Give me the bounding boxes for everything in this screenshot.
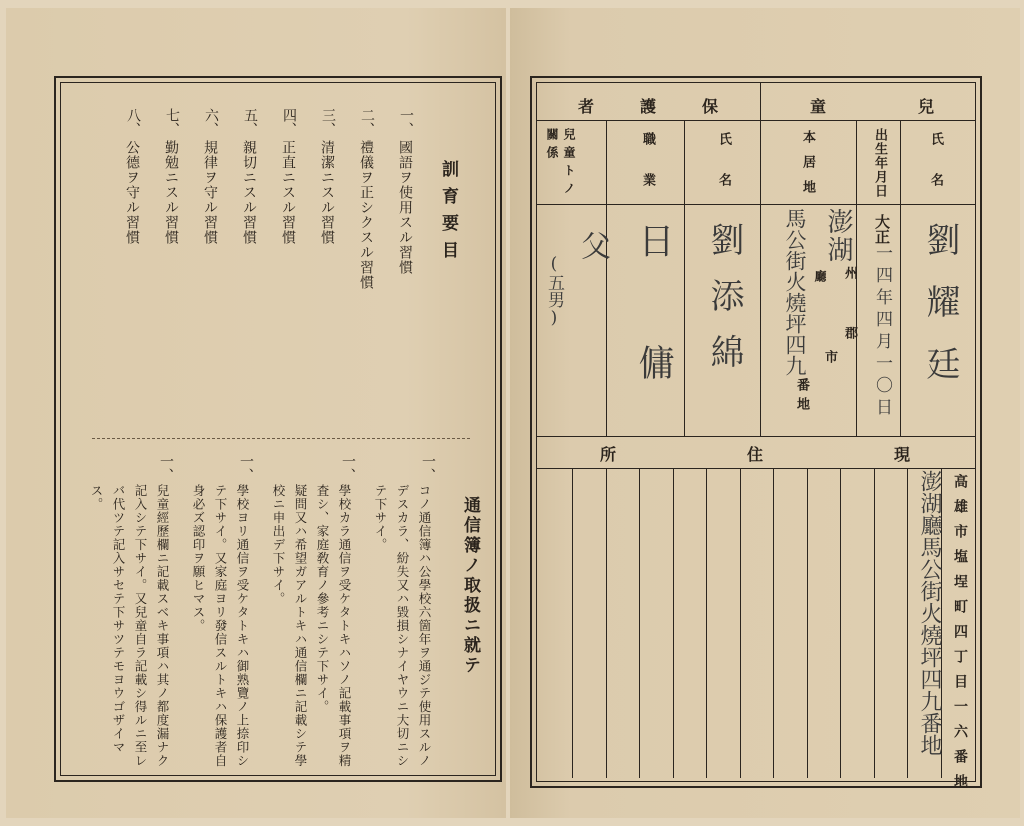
col-guardian-name: 氏名 bbox=[716, 132, 731, 214]
guidance-item: 親切ニスル習慣 bbox=[241, 140, 257, 245]
note-line: 兒童經歷欄ニ記載スベキ事項ハ其ノ都度漏ナク bbox=[155, 484, 170, 768]
note-line: ス。 bbox=[89, 484, 104, 511]
relation-value: 父 bbox=[575, 230, 610, 260]
address-printed: 高雄市塩埕町四丁目一六番地 bbox=[952, 474, 968, 799]
col-domicile: 本居地 bbox=[800, 130, 815, 205]
note-line: 査シ、家庭敎育ノ參考ニシテ下サイ。 bbox=[315, 484, 330, 714]
address-column-rule bbox=[807, 468, 808, 778]
section2-title: 通信簿ノ取扱ニ就テ bbox=[460, 496, 480, 676]
guidance-item: 公德ヲ守ル習慣 bbox=[124, 140, 140, 245]
note-bullet: 一、 bbox=[158, 454, 174, 482]
guidance-item: 清潔ニスル習慣 bbox=[319, 140, 335, 245]
header-rule bbox=[536, 120, 976, 121]
address-header-char2: 住 bbox=[746, 445, 763, 464]
col-relation-label: 兒童トノ關係 bbox=[545, 128, 576, 200]
note-line: デスカラ、紛失又ハ毀損シナイヤウニ大切ニシ bbox=[395, 484, 410, 768]
address-column-rule bbox=[874, 468, 875, 778]
guidance-item: 規律ヲ守ル習慣 bbox=[202, 140, 218, 245]
relation-note: (五男) bbox=[544, 254, 564, 328]
address-handwritten: 澎湖廳馬公街火燒坪四九番地 bbox=[917, 470, 942, 756]
guidance-item: 勤勉ニスル習慣 bbox=[163, 140, 179, 245]
domicile-written-1: 澎湖 bbox=[823, 208, 853, 264]
note-line: 疑問又ハ希望ガアルトキハ通信欄ニ記載シテ學 bbox=[293, 484, 308, 768]
guidance-item-number: 七、 bbox=[164, 108, 180, 136]
child-name-value: 劉耀廷 bbox=[920, 222, 960, 408]
guardian-header bbox=[540, 94, 756, 117]
address-header-char3: 現 bbox=[893, 445, 910, 464]
note-line: 學校カラ通信ヲ受ケタトキハソノ記載事項ヲ精 bbox=[337, 484, 352, 768]
note-bullet: 一、 bbox=[420, 454, 436, 482]
guardian-child-divider bbox=[760, 82, 761, 436]
domicile-ting: 廳 bbox=[813, 270, 827, 282]
domicile-banchi: 番地 bbox=[794, 378, 809, 416]
note-line: 身必ズ認印ヲ願ヒマス。 bbox=[191, 484, 206, 633]
address-header-rule bbox=[536, 468, 976, 469]
note-line: テ下サイ。又家庭ヨリ發信スルトキハ保護者自 bbox=[213, 484, 228, 768]
guidance-item-number: 四、 bbox=[281, 108, 297, 136]
section1-title: 訓育要目 bbox=[438, 160, 458, 268]
birth-era: 大正 bbox=[873, 214, 891, 244]
address-column-rule bbox=[740, 468, 741, 778]
guidance-item: 正直ニスル習慣 bbox=[280, 140, 296, 245]
address-column-rule bbox=[907, 468, 908, 778]
guardian-header-char2: 護 bbox=[639, 97, 656, 116]
note-line: バ代ツテ記入サセテ下サツテモヨウゴザイマ bbox=[111, 484, 126, 754]
child-header bbox=[770, 94, 974, 117]
child-header-char2: 兒 bbox=[917, 97, 934, 116]
domicile-gun: 郡 bbox=[842, 326, 857, 339]
birth-date-value: 一四年四月一〇日 bbox=[872, 244, 892, 420]
subheader-rule bbox=[536, 204, 976, 205]
address-column-rule bbox=[706, 468, 707, 778]
note-line: 記入シテ下サイ。又兒童自ラ記載シ得ルニ至レ bbox=[133, 484, 148, 768]
guidance-item-number: 三、 bbox=[320, 108, 336, 136]
note-line: テ下サイ。 bbox=[373, 484, 388, 552]
section-divider bbox=[92, 438, 470, 439]
col-rule-1 bbox=[900, 120, 901, 436]
note-bullet: 一、 bbox=[238, 454, 254, 482]
address-column-rule bbox=[840, 468, 841, 778]
note-line: コノ通信簿ハ公學校六箇年ヲ通ジテ使用スルノ bbox=[417, 484, 432, 768]
note-line: 學校ヨリ通信ヲ受ケタトキハ御熟覽ノ上捺印シ bbox=[235, 484, 250, 768]
domicile-city: 市 bbox=[822, 350, 837, 363]
guidance-item: 國語ヲ使用スル習慣 bbox=[397, 140, 413, 275]
address-column-rule bbox=[572, 468, 573, 778]
occupation-value: 日傭 bbox=[633, 222, 674, 466]
guidance-item-number: 五、 bbox=[242, 108, 258, 136]
address-column-rule bbox=[639, 468, 640, 778]
record-inner-frame bbox=[536, 82, 976, 782]
right-page bbox=[510, 8, 1020, 818]
guardian-name-value: 劉添綿 bbox=[704, 222, 744, 390]
guardian-header-char3: 保 bbox=[701, 97, 718, 116]
col-rule-4 bbox=[606, 120, 607, 436]
col-occupation: 職業 bbox=[640, 132, 655, 214]
child-header-char1: 童 bbox=[810, 97, 827, 116]
note-bullet: 一、 bbox=[340, 454, 356, 482]
guidance-item-number: 一、 bbox=[398, 108, 414, 136]
note-line: 校ニ申出デ下サイ。 bbox=[271, 484, 286, 606]
guidance-item-number: 八、 bbox=[125, 108, 141, 136]
domicile-zhou: 州 bbox=[842, 266, 857, 279]
domicile-written-2: 馬公街火燒坪四九 bbox=[783, 208, 807, 376]
address-column-rule bbox=[606, 468, 607, 778]
col-birth: 出生年月日 bbox=[872, 128, 887, 198]
guardian-header-char1: 者 bbox=[578, 97, 595, 116]
address-column-rule bbox=[673, 468, 674, 778]
guidance-item: 禮儀ヲ正シクスル習慣 bbox=[358, 140, 374, 290]
address-header-char1: 所 bbox=[600, 445, 617, 464]
guidance-item-number: 二、 bbox=[359, 108, 375, 136]
col-rule-3 bbox=[684, 120, 685, 436]
left-page bbox=[6, 8, 506, 818]
address-header bbox=[540, 442, 970, 465]
info-bottom-rule bbox=[536, 436, 976, 437]
col-child-name: 氏名 bbox=[928, 132, 943, 214]
guidance-item-number: 六、 bbox=[203, 108, 219, 136]
address-column-rule bbox=[773, 468, 774, 778]
